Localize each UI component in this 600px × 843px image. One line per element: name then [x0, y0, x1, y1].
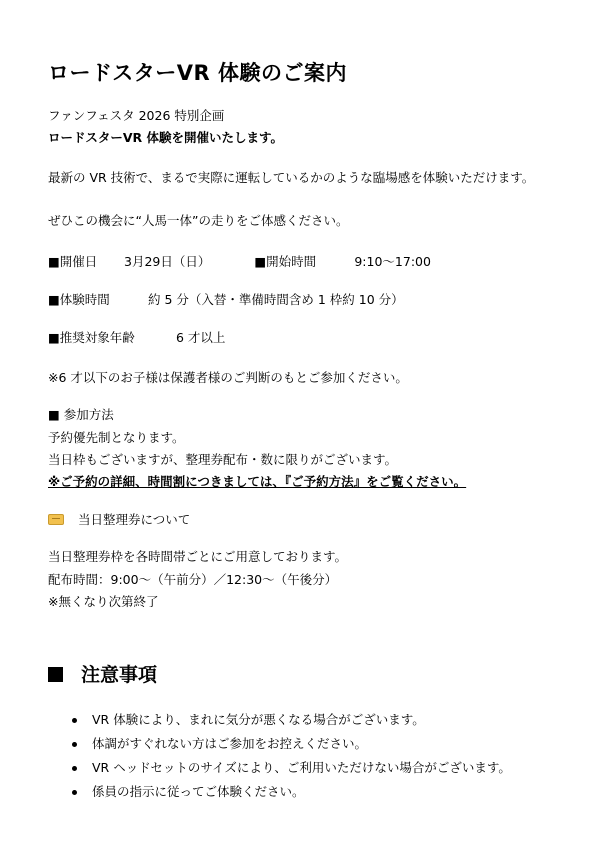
participation-heading: ■ 参加方法 [48, 407, 114, 422]
ticket-line-2: 配布時間：9:00〜（午前分）／12:30〜（午後分） [48, 572, 338, 587]
bullet-icon [72, 766, 77, 771]
note-text: VR ヘッドセットのサイズにより、ご利用いただけない場合がございます。 [92, 760, 511, 775]
ticket-heading: 当日整理券について [78, 512, 191, 527]
intro-line-2 [48, 130, 283, 146]
bullet-icon [72, 718, 77, 723]
intro-line-1: ファンフェスタ 2026 特別企画 [48, 108, 225, 123]
description-paragraph-1: 最新の VR 技術で、まるで実際に運転しているかのような臨場感を体験いただけます。 [48, 170, 535, 185]
start-time-value: 9:10〜17:00 [354, 254, 431, 269]
start-time-label: ■開始時間 [254, 254, 317, 269]
ticket-line-1: 当日整理券枠を各時間帯ごとにご用意しております。 [48, 549, 348, 564]
ticket-heading-row [48, 512, 190, 528]
event-date-value: 3月29日（日） [124, 254, 211, 269]
duration-label: ■体験時間 [48, 292, 110, 307]
duration-row [48, 292, 404, 308]
participation-line-2: 当日枠もございますが、整理券配布・数に限りがございます。 [48, 452, 398, 467]
notes-heading-row [48, 660, 157, 687]
age-value: 6 才以上 [176, 330, 226, 345]
reservation-details-link[interactable]: ※ご予約の詳細、時間割につきましては、『ご予約方法』をご覧ください。 [48, 474, 467, 489]
duration-value: 約 5 分（入替・準備時間含め 1 枠約 10 分） [148, 292, 404, 307]
note-text: 係員の指示に従ってご体験ください。 [92, 784, 305, 799]
list-item [72, 784, 511, 800]
notes-heading: 注意事項 [81, 664, 158, 686]
section-square-icon [48, 667, 63, 682]
ticket-icon [48, 514, 64, 525]
ticket-line-3: ※無くなり次第終了 [48, 594, 159, 609]
intro-line-2-text: ロードスターVR 体験を開催いたします。 [48, 130, 284, 145]
event-date-row [48, 254, 431, 270]
bullet-icon [72, 742, 77, 747]
description-paragraph-2: ぜひこの機会に“人馬一体”の走りをご体感ください。 [48, 213, 349, 228]
notes-list [72, 712, 511, 808]
page-title: ロードスターVR 体験のご案内 [48, 61, 348, 85]
note-text: 体調がすぐれない方はご参加をお控えください。 [92, 736, 368, 751]
age-note: ※6 才以下のお子様は保護者様のご判断のもとご参加ください。 [48, 370, 408, 385]
note-text: VR 体験により、まれに気分が悪くなる場合がございます。 [92, 712, 425, 727]
list-item [72, 736, 511, 752]
event-date-label: ■開催日 [48, 254, 98, 269]
participation-line-1: 予約優先制となります。 [48, 430, 185, 445]
bullet-icon [72, 790, 77, 795]
list-item [72, 712, 511, 728]
list-item [72, 760, 511, 776]
age-label: ■推奨対象年齢 [48, 330, 135, 345]
age-row [48, 330, 225, 346]
